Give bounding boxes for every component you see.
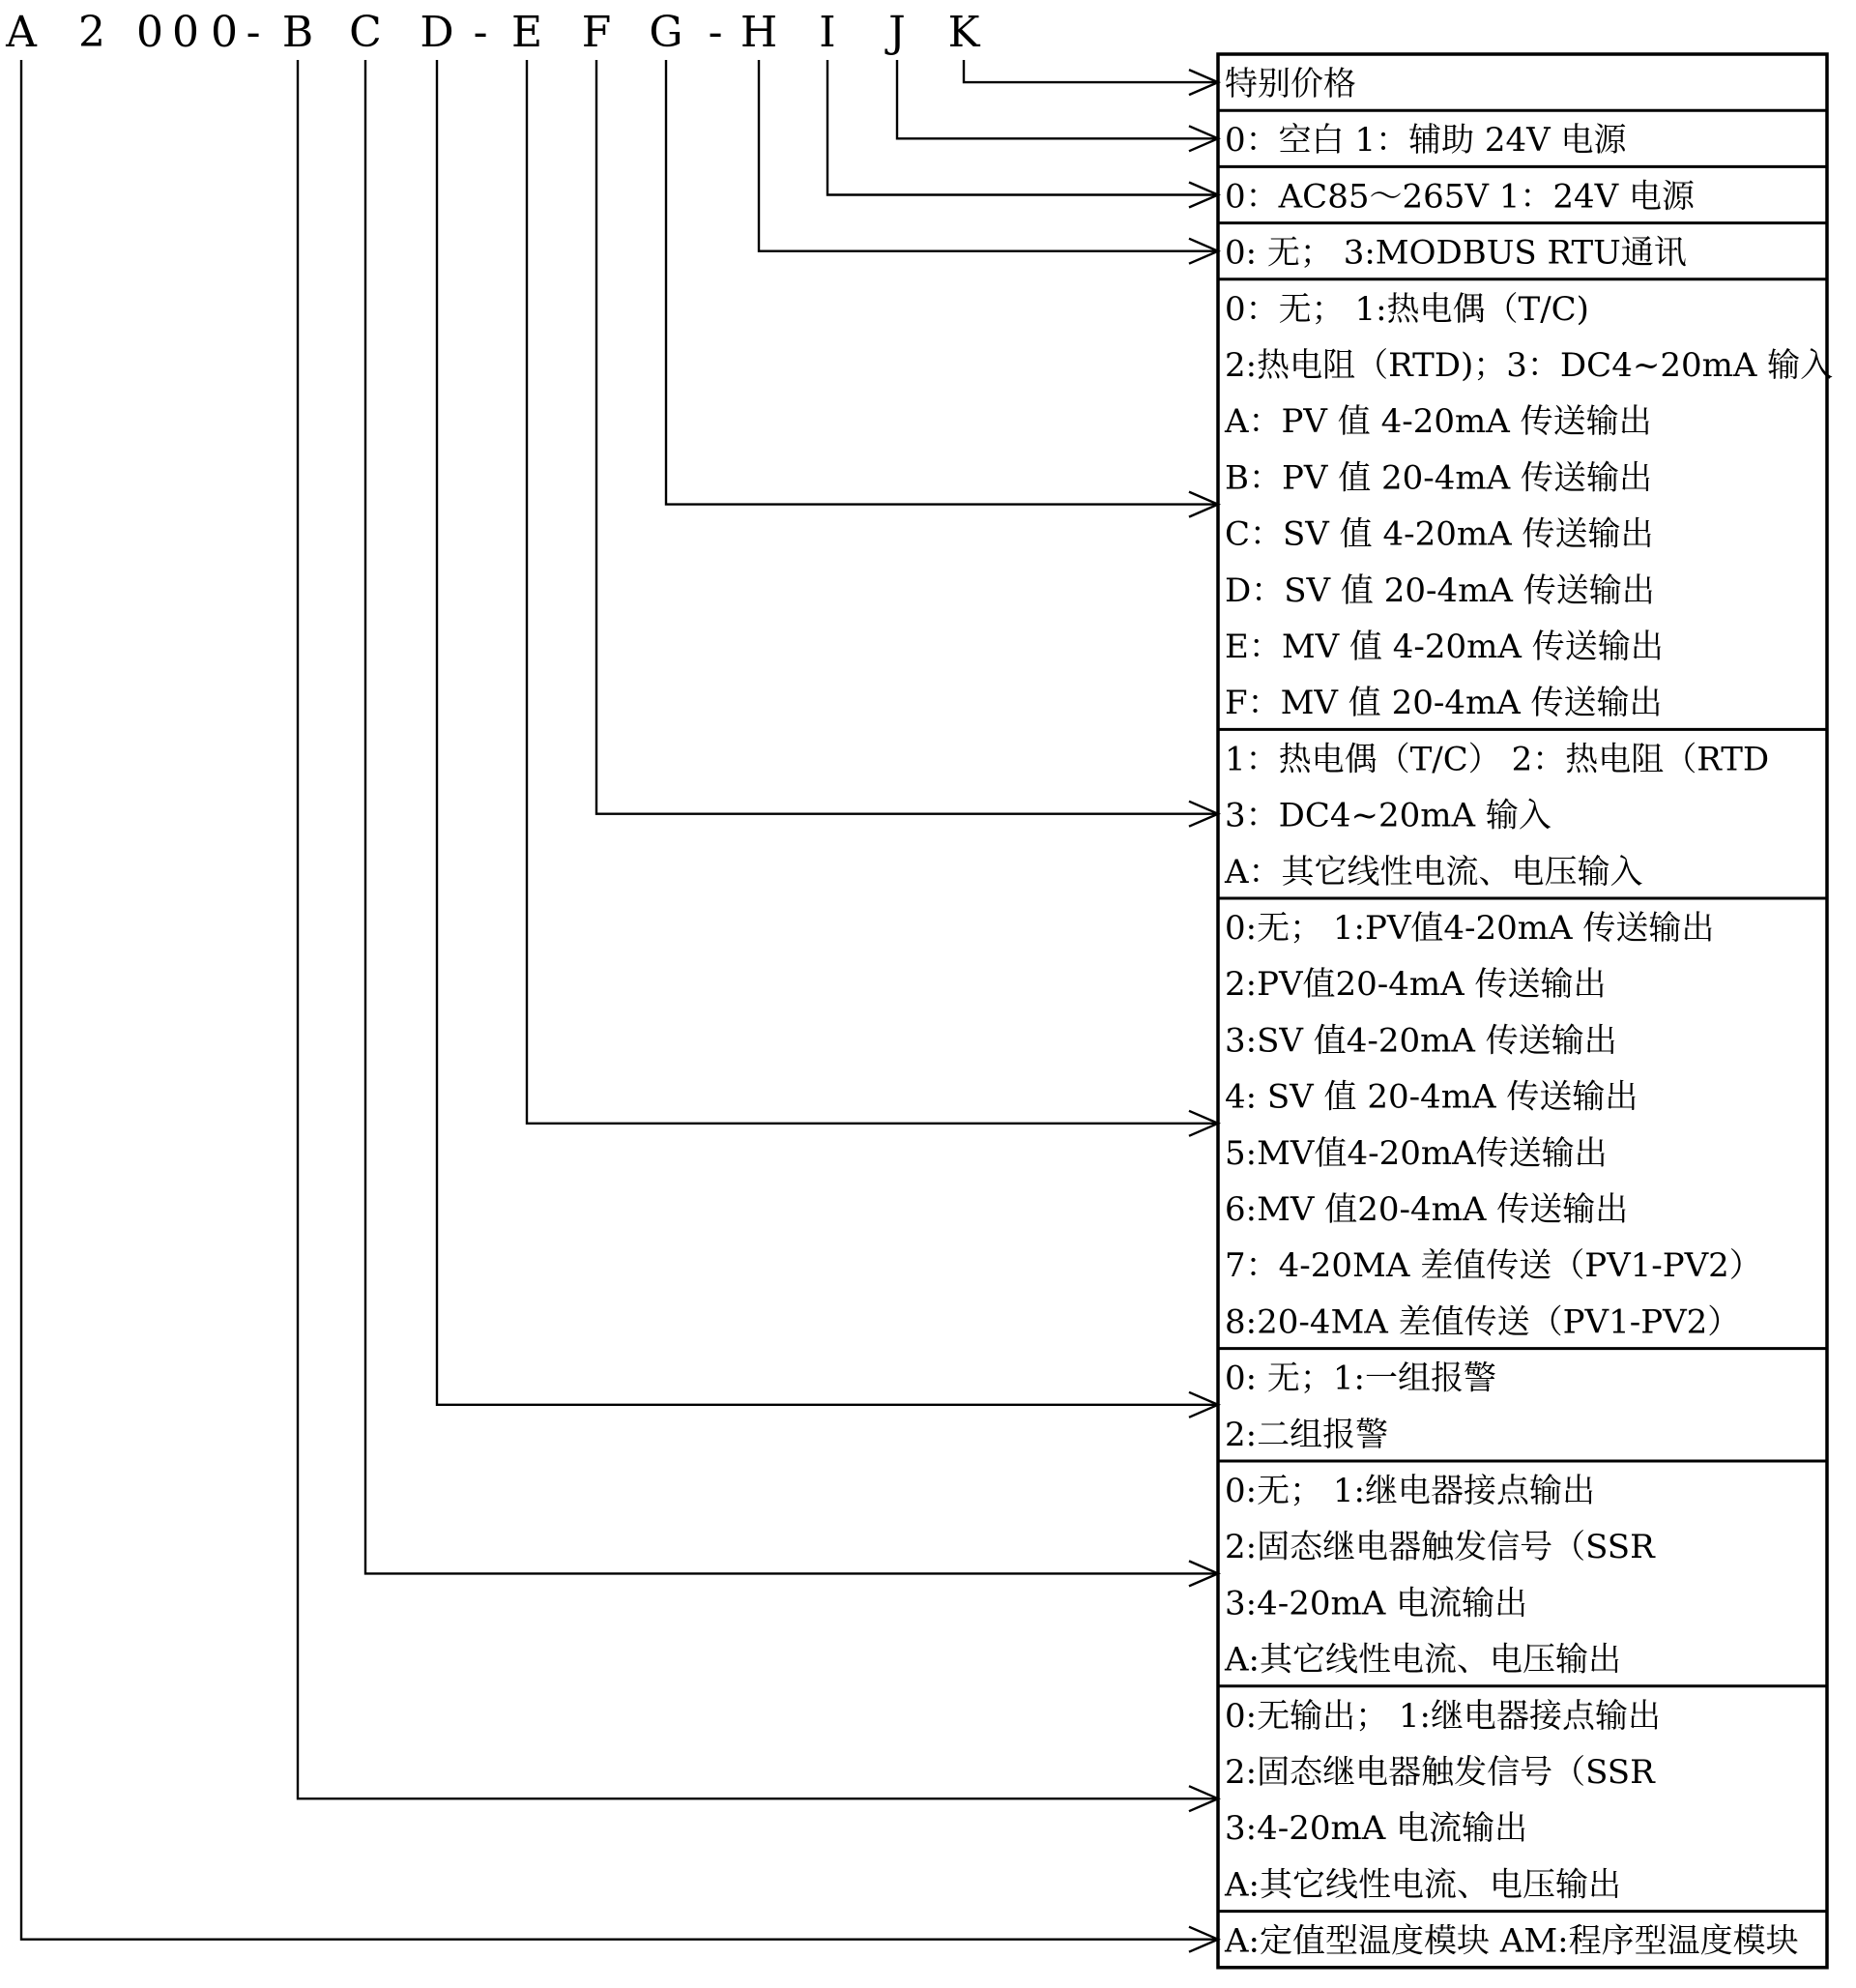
option-line: 0：空白 1：辅助 24V 电源: [1225, 121, 1627, 161]
options-table: [1218, 54, 1833, 1968]
option-line: C：SV 值 4-20mA 传送输出: [1225, 514, 1654, 554]
code-char-D: D: [420, 8, 454, 57]
connector-E: [527, 60, 1218, 1124]
option-line: 2:二组报警: [1225, 1415, 1389, 1454]
code-char-d1: 2: [78, 8, 105, 57]
code-char-I: I: [819, 8, 836, 57]
code-char-d2: 0: [136, 8, 163, 57]
connector-C: [365, 60, 1218, 1573]
code-char-A: A: [6, 8, 37, 57]
option-line: 3:4-20mA 电流输出: [1225, 1809, 1528, 1849]
option-line: 8:20-4MA 差值传送（PV1-PV2）: [1225, 1302, 1741, 1342]
option-line: 0：AC85～265V 1：24V 电源: [1225, 177, 1695, 217]
code-char-h2: -: [473, 8, 488, 57]
code-char-H: H: [740, 8, 778, 57]
option-line: 4: SV 值 20-4mA 传送输出: [1225, 1077, 1638, 1117]
connector-A: [21, 60, 1218, 1940]
code-char-C: C: [349, 8, 382, 57]
code-char-K: K: [947, 8, 980, 57]
option-line: 5:MV值4-20mA传送输出: [1225, 1133, 1608, 1173]
options-table-border: [1218, 54, 1827, 1968]
code-char-F: F: [581, 8, 612, 57]
code-char-h1: -: [246, 8, 261, 57]
connector-K: [964, 60, 1218, 82]
code-char-J: J: [888, 8, 906, 57]
option-line: D：SV 值 20-4mA 传送输出: [1225, 570, 1655, 610]
connector-I: [827, 60, 1218, 195]
connector-J: [897, 60, 1218, 138]
option-line: 6:MV 值20-4mA 传送输出: [1225, 1190, 1629, 1229]
code-char-d4: 0: [211, 8, 238, 57]
option-line: 7：4-20MA 差值传送（PV1-PV2）: [1225, 1246, 1762, 1286]
model-code-letters: [5, 8, 980, 57]
option-line: 0：无； 1:热电偶（T/C): [1225, 289, 1589, 329]
option-line: 2:固态继电器触发信号（SSR: [1225, 1753, 1655, 1792]
option-line: 3:4-20mA 电流输出: [1225, 1584, 1528, 1623]
option-line: 2:热电阻（RTD)；3：DC4~20mA 输入: [1225, 346, 1834, 385]
option-line: 特别价格: [1225, 65, 1356, 103]
option-line: 2:PV值20-4mA 传送输出: [1225, 965, 1607, 1005]
option-line: F：MV 值 20-4mA 传送输出: [1225, 684, 1663, 723]
connector-D: [437, 60, 1218, 1405]
option-line: E：MV 值 4-20mA 传送输出: [1225, 628, 1664, 666]
option-line: 3:SV 值4-20mA 传送输出: [1225, 1021, 1617, 1061]
code-char-B: B: [281, 8, 314, 57]
option-line: A:定值型温度模块 AM:程序型温度模块: [1225, 1921, 1799, 1961]
option-line: 0:无； 1:继电器接点输出: [1225, 1472, 1595, 1510]
connector-G: [666, 60, 1218, 505]
option-line: A:其它线性电流、电压输出: [1225, 1865, 1622, 1905]
option-line: 3：DC4~20mA 输入: [1225, 796, 1552, 835]
code-char-E: E: [510, 8, 543, 57]
option-line: 1：热电偶（T/C） 2：热电阻（RTD: [1225, 740, 1770, 779]
option-line: 0: 无； 3:MODBUS RTU通讯: [1225, 233, 1687, 273]
code-char-G: G: [649, 8, 683, 57]
option-line: 0: 无；1:一组报警: [1225, 1359, 1496, 1398]
option-line: A:其它线性电流、电压输出: [1225, 1640, 1622, 1680]
option-line: B：PV 值 20-4mA 传送输出: [1225, 458, 1653, 498]
code-char-d3: 0: [172, 8, 199, 57]
connector-lines: [21, 60, 1218, 1952]
connector-F: [596, 60, 1218, 814]
option-line: 0:无输出； 1:继电器接点输出: [1225, 1696, 1661, 1736]
option-line: A：PV 值 4-20mA 传送输出: [1225, 402, 1652, 442]
code-char-h3: -: [708, 8, 723, 57]
option-line: 2:固态继电器触发信号（SSR: [1225, 1528, 1655, 1567]
option-line: 0:无； 1:PV值4-20mA 传送输出: [1225, 909, 1715, 948]
option-line: A：其它线性电流、电压输入: [1225, 852, 1643, 892]
